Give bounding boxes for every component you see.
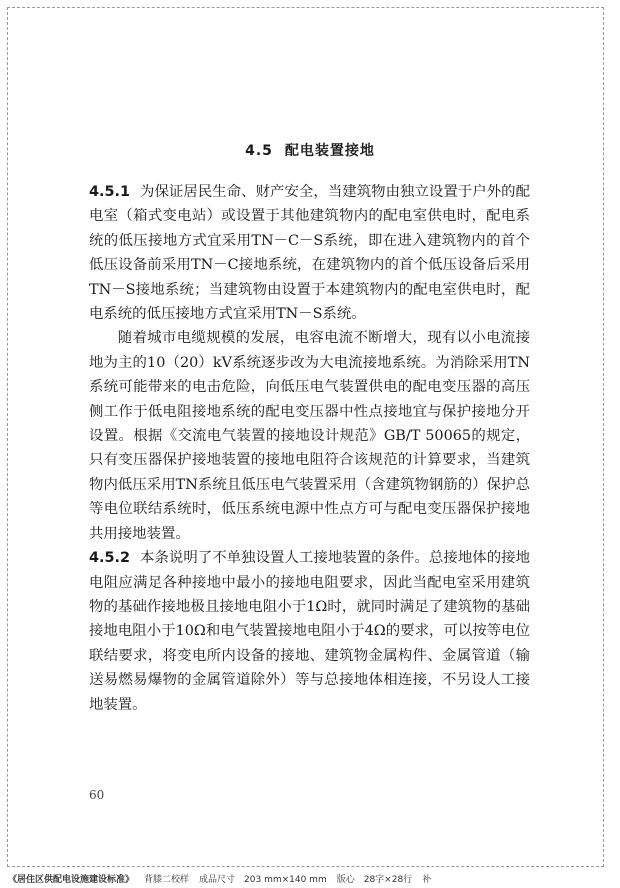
page-number: 60	[89, 788, 105, 802]
footer-proof: 背膝二校样	[144, 875, 190, 885]
footer-book-title: 《居住区供配电设施建设标准》	[8, 875, 135, 885]
section-title-text: 配电装置接地	[284, 143, 375, 159]
clause-4-5-2-paragraph-1	[89, 546, 530, 717]
paragraph-text: 本条说明了不单独设置人工接地装置的条件。总接地体的接地电阻应满足各种接地中最小的接地电阻要求，因此当配电室采用建筑物的基础作接地极且接地电阻小于1Ω时，就同时满足了建筑物的基础接地电阻小于10Ω和电气装置接地电阻小于4Ω的要求，可以按等电位联结要求，将变电所内设备的接地、建筑物金属构件、金属管道（输送易燃易爆物的金属管道除外）等与总接地体相连接，不另设人工接地装置。	[89, 550, 530, 713]
clause-number: 4.5.2	[89, 550, 130, 567]
body-text	[89, 180, 530, 717]
clause-number: 4.5.1	[89, 184, 130, 200]
clause-4-5-1-paragraph-1	[89, 180, 530, 326]
clause-4-5-1-paragraph-2: 随着城市电缆规模的发展，电容电流不断增大，现有以小电流接地为主的10（20）kV系统逐步改为大电流接地系统。为消除采用TN系统可能带来的电击危险，向低压电气装置供电的配电变压器的高压侧工作于低电阻接地系统的配电变压器中性点接地宜与保护接地分开设置。根据《交流电气装置的接地设计规范》GB/T 50065的规定，只有变压器保护接地装置的接地电阻符合该规范的计算要求，当建筑物内低压采用TN系统且低压电气装置采用（含建筑物钢筋的）保护总等电位联结系统时，低压系统电源中性点方可与配电变压器保护接地共用接地装置。	[89, 330, 530, 542]
footer-size: 成品尺寸 203 mm×140 mm	[199, 875, 327, 885]
section-title	[0, 140, 620, 160]
print-footer	[8, 872, 441, 885]
section-number: 4.5	[245, 143, 273, 159]
paragraph-text: 为保证居民生命、财产安全，当建筑物由独立设置于户外的配电室（箱式变电站）或设置于其他建筑物内的配电室供电时，配电系统的低压接地方式宜采用TN－C－S系统，即在进入建筑物内的首个低压设备前采用TN－C接地系统，在建筑物内的首个低压设备后采用TN－S接地系统；当建筑物由设置于本建筑物内的配电室供电时，配电系统的低压接地方式宜采用TN－S系统。	[89, 184, 530, 323]
footer-extra: 补	[422, 875, 432, 885]
footer-core: 版心 28字×28行	[336, 875, 413, 885]
